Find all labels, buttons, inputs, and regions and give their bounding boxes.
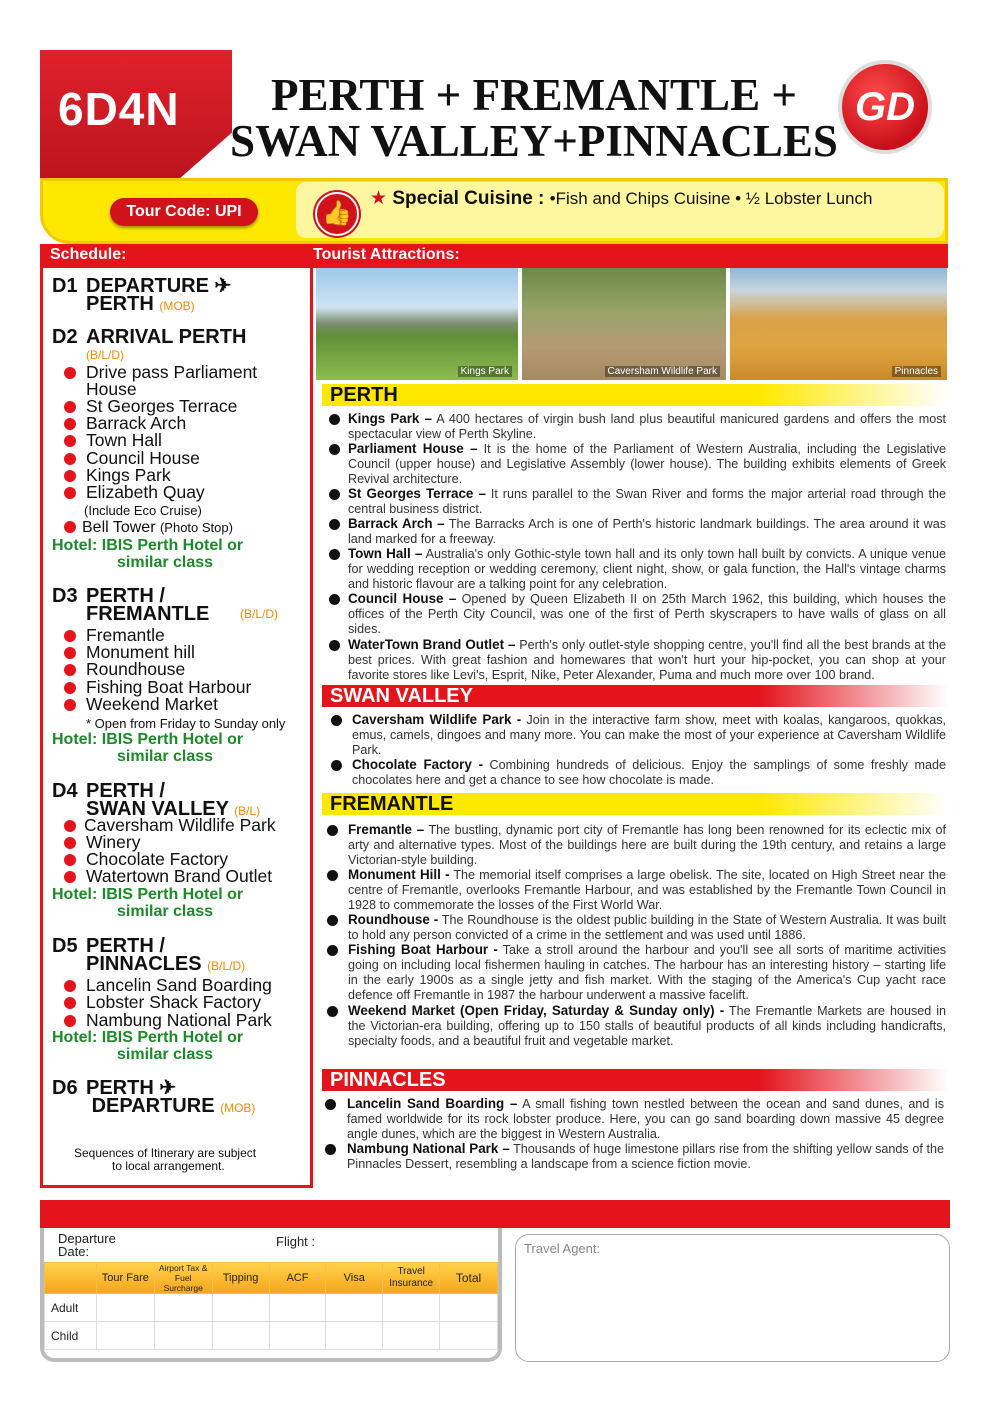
special-cuisine-label: Special Cuisine :: [392, 188, 545, 209]
table-row: [45, 1294, 498, 1322]
day-title: PERTH: [86, 1077, 154, 1099]
list-item: House: [86, 379, 137, 399]
meal-code: (B/L/D): [207, 959, 246, 973]
price-input-cell[interactable]: [269, 1322, 326, 1350]
bullet-icon: [64, 997, 76, 1009]
photo-caption: Caversham Wildlife Park: [605, 366, 720, 377]
hotel-info: similar class: [117, 554, 214, 571]
bullet-icon: [327, 870, 338, 881]
attraction-item: Parliament House – It is the home of the Parliament of Western Australia, including the Legislative Council (upper house) and Legislative Assembly (lower house). The building exhibits elements of Greek Revival architecture.: [348, 441, 946, 486]
attraction-item: Chocolate Factory - Combining hundreds of delicious. Enjoy the samplings of some freshly made chocolates here and get a chance to see how chocolate is made.: [352, 757, 946, 787]
list-item: Nambung National Park: [64, 1012, 272, 1029]
attraction-item: Town Hall – Australia's only Gothic-style town hall and its only town hall built by convicts. A unique venue for wedding reception or wedding ceremony, client night, show, or gala function, the Hall's vintage charms and historic flavour are a talking point for any celebration.: [348, 546, 947, 591]
bullet-icon: [327, 1006, 338, 1017]
hotel-info: Hotel: IBIS Perth Hotel or: [52, 731, 244, 748]
day-number: D1: [52, 275, 78, 297]
price-input-cell[interactable]: [212, 1294, 269, 1322]
perth-heading: PERTH: [322, 384, 948, 406]
table-header-cell: Tipping: [212, 1263, 269, 1294]
list-item: Drive pass Parliament: [64, 364, 257, 381]
tour-code-badge: Tour Code: UPI: [110, 198, 258, 226]
list-item: Fishing Boat Harbour: [64, 679, 251, 696]
travel-agent-box[interactable]: [515, 1234, 950, 1362]
price-input-cell[interactable]: [440, 1322, 498, 1350]
list-item: Roundhouse: [64, 661, 185, 678]
list-item: Winery: [64, 834, 140, 851]
meal-code: (B/L): [234, 804, 261, 818]
section-header-bar: [40, 244, 948, 268]
special-cuisine: [370, 187, 872, 210]
price-input-cell[interactable]: [440, 1294, 498, 1322]
bullet-icon: [64, 1015, 76, 1027]
day-subtitle: FREMANTLE: [86, 603, 210, 625]
attraction-item: Roundhouse - The Roundhouse is the oldest public building in the State of Western Australia. It was built to hold any person convicted of a crime in the settlement and was used until 1886.: [348, 912, 946, 942]
title-line-1: PERTH + FREMANTLE +: [271, 70, 797, 120]
table-header-cell: [45, 1263, 97, 1294]
bullet-icon: [64, 980, 76, 992]
fremantle-heading: FREMANTLE: [322, 793, 948, 815]
price-input-cell[interactable]: [326, 1294, 383, 1322]
day-subtitle: PERTH: [86, 293, 154, 315]
photo-caption: Pinnacles: [892, 366, 941, 377]
bullet-icon: [64, 820, 76, 832]
photo-caption: Kings Park: [458, 366, 512, 377]
price-input-cell[interactable]: [383, 1322, 440, 1350]
bullet-icon: [64, 401, 76, 413]
attraction-item: Weekend Market (Open Friday, Saturday & Sunday only) - The Fremantle Markets are housed in the Victorian-era building, offering up to 150 stalls of beautiful products of all kinds including handicrafts, specialty foods, and a beautiful fruit and vegetable market.: [348, 1003, 947, 1048]
bullet-icon: [327, 945, 338, 956]
price-input-cell[interactable]: [383, 1294, 440, 1322]
price-input-cell[interactable]: [154, 1322, 212, 1350]
attraction-item: Monument Hill - The memorial itself comprises a large obelisk. The site, located on High Street near the centre of Fremantle, overlooks Fremantle Harbour, and was established by the Fremantle Town Council in 1928 to commemorate the losses of the First World War.: [348, 867, 946, 912]
table-header-cell: Tour Fare: [96, 1263, 154, 1294]
hotel-info: Hotel: IBIS Perth Hotel or: [52, 1029, 244, 1046]
bullet-icon: [64, 453, 76, 465]
list-item: Fremantle: [64, 627, 165, 644]
bullet-icon: [329, 594, 340, 605]
eco-cruise-note: (Include Eco Cruise): [84, 503, 202, 518]
bullet-icon: [64, 682, 76, 694]
hotel-info: similar class: [117, 748, 214, 765]
row-label: Adult: [45, 1294, 97, 1322]
price-table: [44, 1262, 498, 1350]
hotel-info: similar class: [117, 1046, 214, 1063]
day-subtitle: PINNACLES: [86, 953, 202, 975]
list-item: Town Hall: [64, 432, 162, 449]
day-subtitle: SWAN VALLEY: [86, 798, 229, 820]
list-item: Elizabeth Quay: [64, 484, 205, 501]
market-note: * Open from Friday to Sunday only: [86, 716, 286, 731]
swan-valley-heading: SWAN VALLEY: [322, 685, 948, 707]
thumbs-up-icon: 👍: [315, 192, 359, 236]
bullet-icon: [64, 699, 76, 711]
day-5: [52, 937, 245, 975]
price-form: [40, 1228, 502, 1362]
list-item: St Georges Terrace: [64, 398, 237, 415]
price-input-cell[interactable]: [154, 1294, 212, 1322]
page-title: [214, 72, 854, 164]
hotel-info: similar class: [117, 903, 214, 920]
pinnacles-heading: PINNACLES: [322, 1069, 948, 1091]
airplane-icon: ✈: [214, 275, 232, 297]
attraction-item: Council House – Opened by Queen Elizabeth II on 25th March 1962, this building, which houses the offices of the Perth City Council, was one of the first of Perth skyscrapers to have walls of glass on all sides.: [348, 591, 946, 636]
footer-red-bar: [40, 1200, 950, 1228]
price-table-header: [45, 1263, 498, 1294]
star-icon: ★: [370, 188, 388, 209]
list-item: Lobster Shack Factory: [64, 994, 261, 1011]
day-number: D3: [52, 585, 78, 607]
bullet-icon: [327, 825, 338, 836]
list-item: Watertown Brand Outlet: [64, 868, 272, 885]
list-item: Caversham Wildlife Park: [64, 817, 276, 834]
day-6: [52, 1079, 255, 1117]
tour-duration: 6D4N: [58, 83, 180, 135]
day-title: PERTH /: [86, 585, 165, 607]
list-item: Bell Tower (Photo Stop): [64, 519, 233, 536]
day-number: D6: [52, 1077, 78, 1099]
bullet-icon: [64, 521, 76, 533]
company-logo: GD: [838, 60, 932, 154]
bullet-icon: [64, 487, 76, 499]
list-item: Chocolate Factory: [64, 851, 228, 868]
departure-date-label: Departure Date:: [58, 1231, 116, 1259]
bullet-icon: [329, 489, 340, 500]
schedule-footer: to local arrangement.: [112, 1159, 225, 1173]
pinnacles-photo: [730, 268, 947, 380]
price-input-cell[interactable]: [96, 1322, 154, 1350]
bullet-icon: [64, 871, 76, 883]
attraction-item: Fishing Boat Harbour - Take a stroll around the harbour and you'll see all sorts of maritime activities going on including local fishermen hauling in catches. The harbour has an interesting history – starting life in the early 1900s as a single jetty and fish market. With the staging of the America's Cup yacht race defence off Fremantle in 1987 the harbour underwent a massive facelift.: [348, 942, 946, 1002]
price-input-cell[interactable]: [269, 1294, 326, 1322]
bullet-icon: [64, 837, 76, 849]
title-line-2: SWAN VALLEY+PINNACLES: [230, 116, 838, 166]
bullet-icon: [325, 1099, 336, 1110]
attraction-item: Kings Park – A 400 hectares of virgin bush land plus beautiful manicured gardens and offers the most spectacular view of Perth Skyline.: [348, 411, 946, 441]
bullet-icon: [64, 664, 76, 676]
attractions-heading: Tourist Attractions:: [313, 246, 460, 263]
list-item: Barrack Arch: [64, 415, 186, 432]
list-item: Weekend Market: [64, 696, 218, 713]
bullet-icon: [329, 444, 340, 455]
table-header-cell: ACF: [269, 1263, 326, 1294]
day-subtitle: DEPARTURE: [91, 1095, 215, 1117]
day-title: ARRIVAL PERTH: [86, 326, 247, 348]
meal-code: (MOB): [220, 1101, 256, 1115]
caversham-wildlife-park-photo: [522, 268, 726, 380]
schedule-heading: Schedule:: [50, 246, 127, 263]
kings-park-photo: [316, 268, 518, 380]
list-item: Council House: [64, 450, 200, 467]
list-item: Kings Park: [64, 467, 171, 484]
travel-agent-label: Travel Agent:: [524, 1241, 601, 1256]
day-number: D2: [52, 326, 78, 348]
bullet-icon: [64, 418, 76, 430]
bullet-icon: [331, 760, 342, 771]
bullet-icon: [327, 915, 338, 926]
bullet-icon: [64, 367, 76, 379]
table-header-cell: Airport Tax & Fuel Surcharge: [154, 1263, 212, 1294]
bullet-icon: [64, 854, 76, 866]
day-title: DEPARTURE: [86, 275, 209, 297]
attraction-item: Fremantle – The bustling, dynamic port city of Fremantle has long been renowned for its eclectic mix of arty and alternative types. Most of the buildings here are built during the 19th century, and retains a large Victorian-style building.: [348, 822, 947, 867]
bullet-icon: [331, 715, 342, 726]
day-title: PERTH /: [86, 935, 165, 957]
price-input-cell[interactable]: [96, 1294, 154, 1322]
bullet-icon: [64, 435, 76, 447]
list-item: Monument hill: [64, 644, 195, 661]
hotel-info: Hotel: IBIS Perth Hotel or: [52, 537, 244, 554]
day-number: D4: [52, 780, 78, 802]
bullet-icon: [329, 549, 340, 560]
bullet-icon: [329, 414, 340, 425]
row-label: Child: [45, 1322, 97, 1350]
flight-label: Flight :: [276, 1234, 316, 1249]
bullet-icon: [64, 647, 76, 659]
meal-code: (B/L/D): [240, 607, 279, 621]
attraction-item: Nambung National Park – Thousands of huge limestone pillars rise from the shifting yellow sands of the Pinnacles Dessert, resembling a landscape from a science fiction movie.: [347, 1141, 944, 1171]
table-header-cell: Total: [440, 1263, 498, 1294]
day-title: PERTH /: [86, 780, 165, 802]
airplane-icon: ✈: [159, 1077, 177, 1099]
list-item: Lancelin Sand Boarding: [64, 977, 272, 994]
meal-code: (B/L/D): [86, 348, 125, 362]
day-3: [52, 587, 209, 623]
schedule-footer: Sequences of Itinerary are subject: [74, 1146, 257, 1160]
day-2: [52, 328, 246, 346]
bullet-icon: [325, 1144, 336, 1155]
bullet-icon: [64, 630, 76, 642]
hotel-info: Hotel: IBIS Perth Hotel or: [52, 886, 244, 903]
day-number: D5: [52, 935, 78, 957]
table-header-cell: Visa: [326, 1263, 383, 1294]
price-input-cell[interactable]: [326, 1322, 383, 1350]
bullet-icon: [329, 519, 340, 530]
special-cuisine-items: •Fish and Chips Cuisine • ½ Lobster Lunch: [549, 189, 873, 208]
day-1: [52, 277, 231, 315]
bullet-icon: [64, 470, 76, 482]
attraction-item: Caversham Wildlife Park - Join in the interactive farm show, meet with koalas, kangaroos, quokkas, emus, camels, dingoes and many more. You can make the most of your experience at Caversham Wildlife Park.: [352, 712, 946, 757]
meal-code: (MOB): [159, 299, 195, 313]
attraction-item: Lancelin Sand Boarding – A small fishing town nestled between the ocean and sand dunes, and is famed worldwide for its rock lobster produce. Here, you can go sand boarding down massive 45 degree angle dunes, which are the biggest in Western Australia.: [347, 1096, 944, 1141]
table-row: [45, 1322, 498, 1350]
bullet-icon: [329, 640, 340, 651]
attraction-item: WaterTown Brand Outlet – Perth's only outlet-style shopping centre, you'll find all the best brands at the best prices. With great fashion and homewares that won't hurt your hip-pocket, you can shop at your favorite stores like Levi's, Esprit, Nike, Peter Alexander, Puma and much more over 100 brand.: [348, 637, 946, 682]
attraction-item: Barrack Arch – The Barracks Arch is one of Perth's historic landmark buildings. The area around it was land marked for a freeway.: [348, 516, 946, 546]
price-input-cell[interactable]: [212, 1322, 269, 1350]
table-header-cell: Travel Insurance: [383, 1263, 440, 1294]
attraction-item: St Georges Terrace – It runs parallel to the Swan River and forms the major arterial road through the central business district.: [348, 486, 946, 516]
